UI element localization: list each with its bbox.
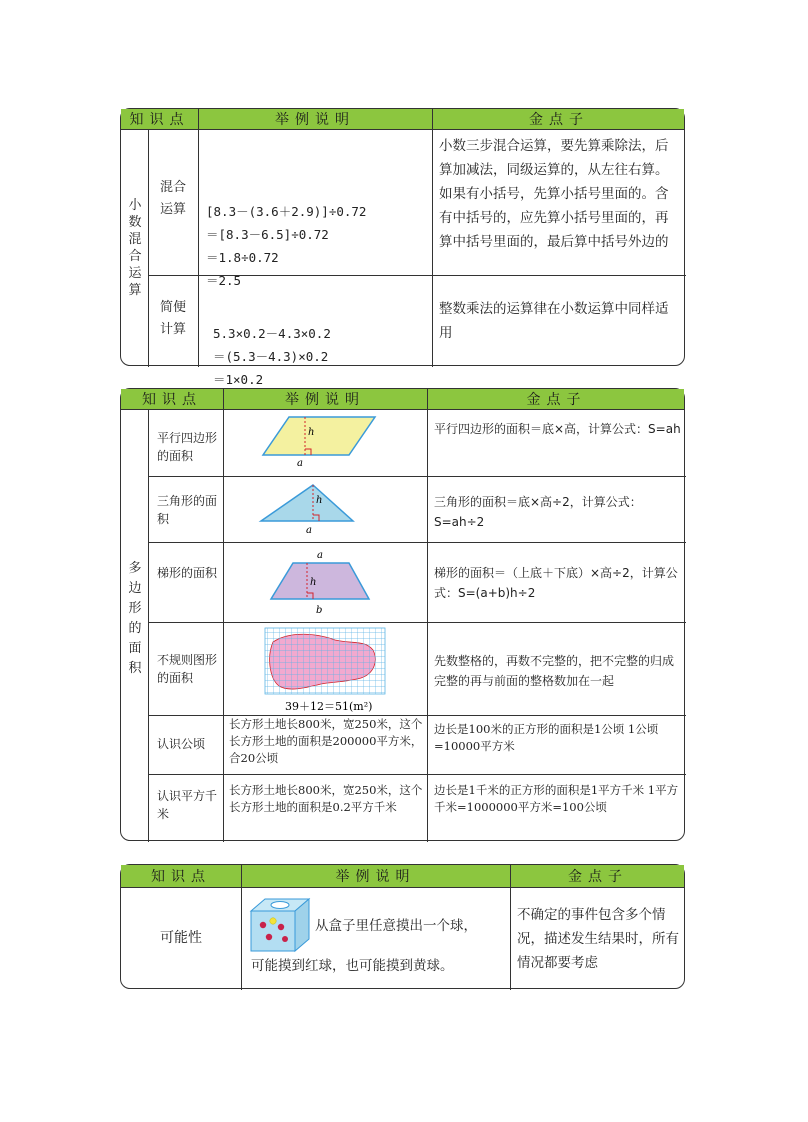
table-polygon-area (120, 388, 685, 841)
topic-trapezoid: 梯形的面积 (157, 566, 218, 580)
irregular-caption: 39＋12＝51(m²) (285, 700, 373, 713)
example-mixed-operations: [8.3－(3.6＋2.9)]÷0.72 ＝[8.3－6.5]÷0.72 ＝1.8÷0.72 ＝2.5 (206, 204, 367, 288)
tip-triangle: 三角形的面积＝底×高÷2，计算公式：S=ah÷2 (434, 495, 642, 529)
label-h: h (310, 577, 317, 588)
example-square-km: 长方形土地长800米，宽250米，这个长方形土地的面积是0.2平方千米 (229, 783, 423, 814)
table-header (121, 865, 684, 888)
triangle-figure (261, 481, 381, 539)
red-ball (260, 922, 266, 928)
tip-irregular: 先数整格的，再数不完整的，把不完整的归成完整的再与前面的整格数加在一起 (434, 654, 675, 688)
topic-simplified-calc: 简便 计算 (159, 300, 186, 337)
example-simplified-calc: 5.3×0.2－4.3×0.2 ＝(5.3－4.3)×0.2 ＝1×0.2 (213, 326, 331, 387)
table-header (121, 389, 684, 410)
header-knowledge: 知识点 (142, 392, 202, 408)
label-a: a (317, 550, 323, 561)
tip-parallelogram: 平行四边形的面积＝底×高，计算公式：S=ah (434, 422, 681, 436)
example-line1: 从盒子里任意摸出一个球， (315, 918, 477, 934)
topic-parallelogram: 平行四边形的面积 (157, 431, 218, 463)
header-tip: 金点子 (526, 392, 587, 408)
ball-box-figure (249, 895, 311, 953)
label-h: h (308, 427, 315, 438)
header-example: 举例说明 (285, 392, 365, 408)
table-header (121, 109, 684, 130)
header-knowledge: 知识点 (129, 112, 190, 128)
yellow-ball (270, 918, 276, 924)
table-decimal-operations (120, 108, 685, 387)
irregular-grid-figure (261, 626, 391, 714)
tip-hectare: 边长是100米的正方形的面积是1公顷 1公顷=10000平方米 (434, 722, 659, 753)
category-label: 多 边 形 的 面 积 (128, 561, 142, 676)
trapezoid-figure (267, 547, 377, 619)
topic-probability: 可能性 (160, 930, 202, 946)
topic-square-km: 认识平方千米 (157, 789, 218, 821)
topic-mixed-operations: 混合 运算 (159, 180, 186, 217)
red-ball (266, 934, 272, 940)
tip-trapezoid: 梯形的面积＝（上底＋下底）×高÷2，计算公式：S=(a+b)h÷2 (434, 566, 678, 600)
parallelogram-figure (261, 413, 381, 469)
topic-irregular: 不规则图形的面积 (157, 653, 218, 685)
example-line2: 可能摸到红球，也可能摸到黄球。 (251, 958, 454, 974)
header-example: 举例说明 (335, 869, 416, 885)
header-example: 举例说明 (275, 112, 355, 128)
label-a: a (297, 458, 303, 469)
label-h: h (316, 495, 323, 506)
tip-simplified-calc: 整数乘法的运算律在小数运算中同样适用 (439, 301, 669, 341)
label-a: a (306, 525, 312, 536)
tip-square-km: 边长是1千米的正方形的面积是1平方千米 1平方千米=1000000平方米=100公顷 (434, 783, 679, 814)
tip-mixed-operations: 小数三步混合运算，要先算乘除法，后算加减法，同级运算的，从左往右算。如果有小括号，先算小括号里面的。含有中括号的，应先算小括号里面的，再算中括号里面的，最后算中括号外边的 (439, 138, 669, 250)
label-b: b (316, 605, 323, 616)
tip-probability: 不确定的事件包含多个情况，描述发生结果时，所有情况都要考虑 (517, 907, 679, 971)
table-probability (120, 864, 685, 989)
category-label: 小 数 混 合 运 算 (128, 198, 142, 298)
header-knowledge: 知识点 (151, 869, 211, 885)
topic-hectare: 认识公顷 (157, 737, 206, 751)
header-tip: 金点子 (529, 112, 589, 128)
red-ball (282, 936, 288, 942)
red-ball (278, 924, 284, 930)
header-tip: 金点子 (568, 869, 628, 885)
example-hectare: 长方形土地长800米，宽250米，这个长方形土地的面积是200000平方米，合20公顷 (229, 717, 423, 765)
topic-triangle: 三角形的面积 (157, 494, 218, 526)
